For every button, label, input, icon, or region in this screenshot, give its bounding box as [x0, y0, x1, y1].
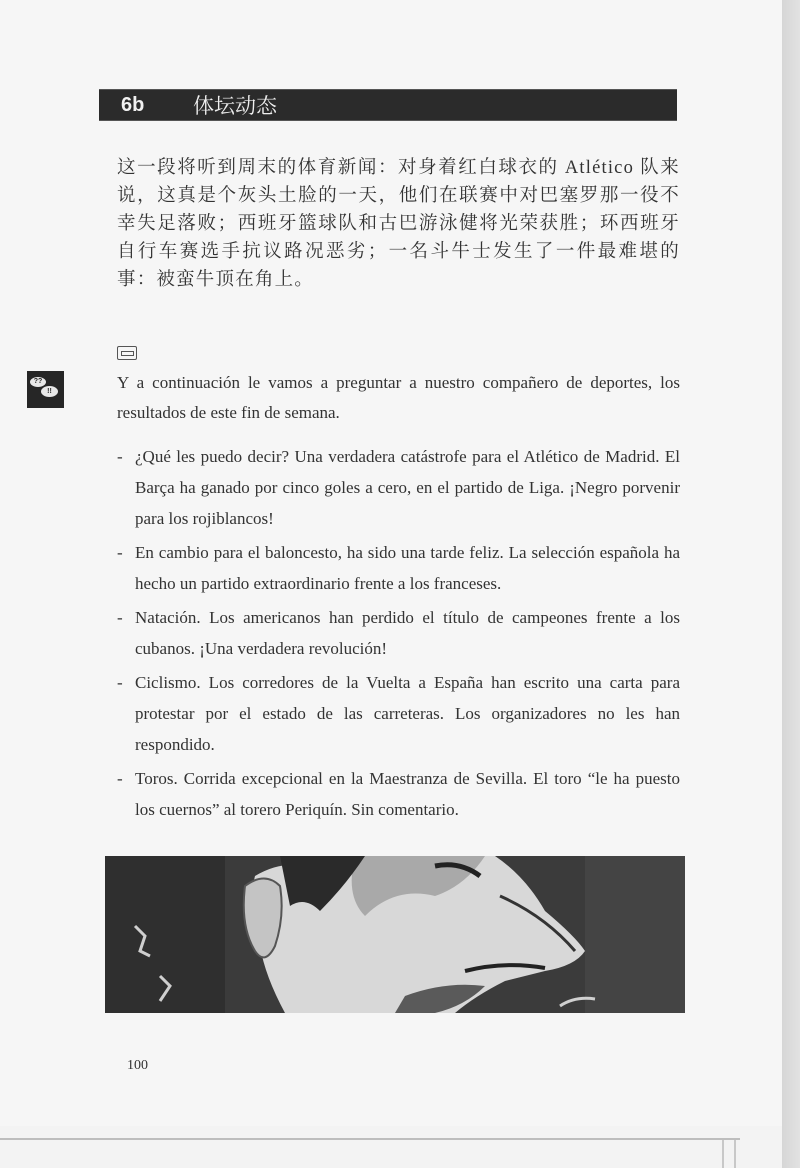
news-item-football	[117, 441, 680, 534]
list-dash: -	[117, 769, 123, 788]
chinese-intro-paragraph: 这一段将听到周末的体育新闻：对身着红白球衣的 Atlético 队来说，这真是个灰头土脸的一天，他们在联赛中对巴塞罗那一役不幸失足落败；西班牙篮球队和古巴游泳健将光荣获胜；环西班牙自行车赛选手抗议路况恶劣；一名斗牛士发生了一件最难堪的事：被蛮牛顶在角上。	[117, 158, 680, 290]
news-item-text: Natación. Los americanos han perdido el título de campeones frente a los cubanos. ¡Una verdadera revolución!	[135, 608, 680, 658]
news-item-text: Ciclismo. Los corredores de la Vuelta a España han escrito una carta para protestar por el estado de las carreteras. Los organizadores no les han respondido.	[135, 673, 680, 754]
page-number: 100	[127, 1058, 148, 1073]
section-number: 6b	[121, 93, 145, 116]
news-item-cycling	[117, 667, 680, 760]
scan-artifact	[722, 1140, 724, 1168]
page-edge-margin	[782, 0, 800, 1168]
exclamation-bubble: !!	[41, 386, 58, 397]
list-dash: -	[117, 673, 123, 692]
news-item-bullfighting	[117, 763, 680, 825]
news-item-text: En cambio para el baloncesto, ha sido una tarde feliz. La selección española ha hecho un partido extraordinario frente a los franceses.	[135, 543, 680, 593]
scan-artifact	[734, 1140, 736, 1168]
news-item-swimming	[117, 602, 680, 664]
cassette-tape-icon	[117, 346, 137, 360]
section-header-bar	[99, 89, 677, 121]
page-bottom-edge	[0, 1138, 740, 1140]
spanish-lead-paragraph: Y a continuación le vamos a preguntar a nuestro compañero de deportes, los resultados de este fin de semana.	[117, 373, 680, 422]
photo-illustration	[105, 856, 685, 1013]
news-item-text: ¿Qué les puedo decir? Una verdadera catástrofe para el Atlético de Madrid. El Barça ha ganado por cinco goles a cero, en el partido de Liga. ¡Negro porvenir para los rojiblancos!	[135, 447, 680, 528]
list-dash: -	[117, 447, 123, 466]
profile-photo	[105, 856, 685, 1013]
question-bubble: ??	[30, 377, 46, 387]
news-item-text: Toros. Corrida excepcional en la Maestranza de Sevilla. El toro “le ha puesto los cuernos” al torero Periquín. Sin comentario.	[135, 769, 680, 819]
list-dash: -	[117, 608, 123, 627]
list-dash: -	[117, 543, 123, 562]
news-item-basketball	[117, 537, 680, 599]
section-title: 体坛动态	[193, 94, 277, 118]
sports-news-list	[117, 441, 680, 828]
speech-bubbles-icon	[27, 371, 64, 408]
